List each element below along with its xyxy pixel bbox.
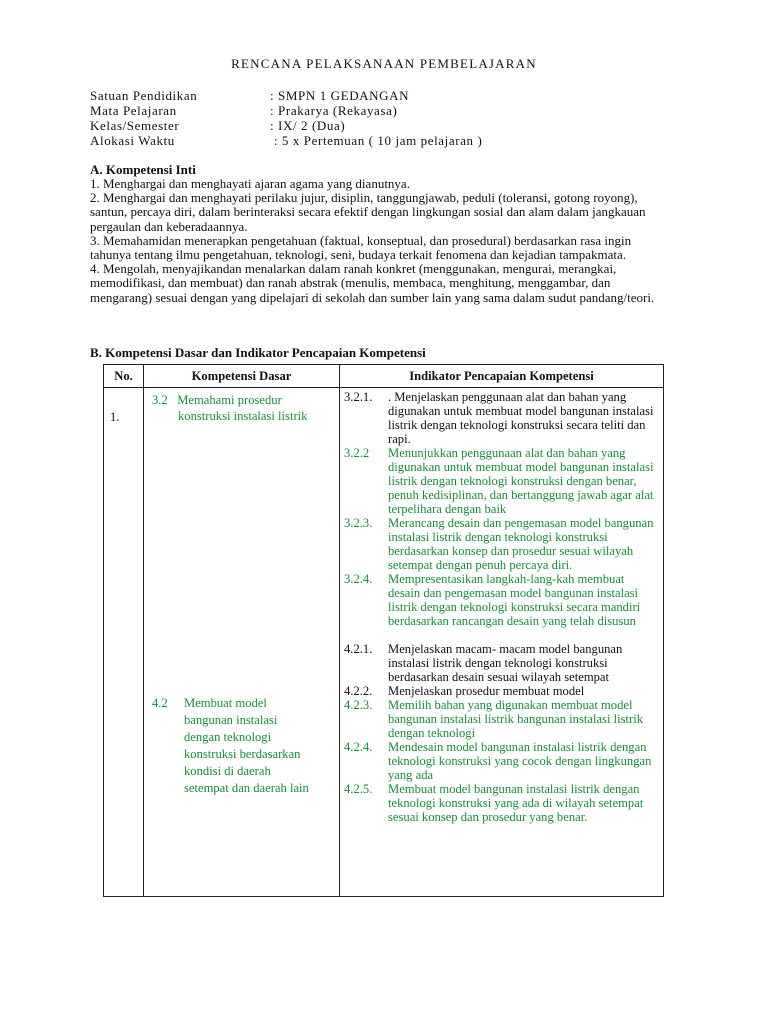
kd-number: 3.2 (152, 393, 168, 407)
ipk-group-3 (340, 388, 663, 628)
indicator-number: 4.2.2. (344, 684, 373, 698)
indicator-text: Membuat model bangunan instalasi listrik dengan teknologi konstruksi yang ada di wilayah setempat sesuai konsep dan prosedur yang benar. (388, 782, 644, 824)
kd-item-4-2 (144, 695, 339, 797)
core-competency-item: 1. Menghargai dan menghayati ajaran agama yang dianutnya. (90, 176, 410, 191)
core-competency-item: 4. Mengolah, menyajikandan menalarkan dalam ranah konkret (menggunakan, mengurai, merangkai, memodifikasi, dan membuat) dan ranah abstrak (menulis, membaca, menghitung, menggambar, dan mengarang) sesuai dengan yang dipelajari di sekolah dan sumber lain yang sama dalam sudut pandang/teori. (90, 261, 655, 305)
indicator-number: 4.2.5. (344, 782, 373, 796)
kd-text: Memahami prosedur (177, 393, 282, 407)
indicator-text: Mempresentasikan langkah-lang-kah membuat desain dan pengemasan model bangunan instalasi listrik dengan teknologi konstruksi secara mandiri berdasarkan rancangan desain yang telah disusun (388, 572, 641, 628)
indicator-4-2-1 (344, 642, 659, 684)
kd-line: setempat dan daerah lain (184, 781, 309, 795)
core-competency-item: 3. Memahamidan menerapkan pengetahuan (faktual, konseptual, dan prosedural) berdasarkan rasa ingin tahunya tentang ilmu pengetahuan, teknologi, seni, budaya terkait fenomena dan kejadian tampakmata. (90, 232, 632, 263)
indicator-number: 4.2.3. (344, 698, 373, 712)
indicator-text: Merancang desain dan pengemasan model bangunan instalasi listrik dengan teknologi konstruksi berdasarkan konsep dan prosedur sesuai wilayah setempat dengan penuh percaya diri. (388, 516, 654, 572)
indicator-4-2-2 (344, 684, 659, 698)
indicator-4-2-3 (344, 698, 659, 740)
kd-line: dengan teknologi (184, 730, 272, 744)
identity-value: : SMPN 1 GEDANGAN (270, 88, 410, 103)
indicator-text: Mendesain model bangunan instalasi listrik dengan teknologi konstruksi yang cocok dengan lingkungan yang ada (388, 740, 652, 782)
kd-line: kondisi di daerah (184, 764, 271, 778)
kd-line: konstruksi berdasarkan (184, 747, 301, 761)
identity-row-time (90, 133, 482, 149)
core-competency-item: 2. Menghargai dan menghayati perilaku jujur, disiplin, tanggungjawab, peduli (toleransi, gotong royong), santun, percaya diri, dalam berinteraksi secara efektif dengan lingkungan sosial dan alam dalam jangkauan pergaulan dan keberadaannya. (90, 190, 646, 234)
identity-row-class (90, 118, 345, 134)
identity-label: Kelas/Semester (90, 118, 180, 133)
col-header-no: No. (104, 365, 144, 388)
kd-line: Membuat model (184, 696, 267, 710)
identity-value: : Prakarya (Rekayasa) (270, 103, 398, 118)
col-header-ipk: Indikator Pencapaian Kompetensi (340, 365, 664, 388)
indicator-3-2-3 (344, 516, 659, 572)
table-row (104, 388, 664, 897)
core-competency-list (90, 177, 670, 305)
table-header-row (104, 365, 664, 388)
identity-row-school (90, 88, 409, 104)
indicator-3-2-4 (344, 572, 659, 628)
kd-cell (144, 388, 340, 897)
indicator-text: . Menjelaskan penggunaan alat dan bahan yang digunakan untuk membuat model bangunan instalasi listrik dengan teknologi konstruksi secara teliti dan rapi. (388, 390, 654, 446)
indicator-number: 3.2.2 (344, 446, 370, 460)
document-title: RENCANA PELAKSANAAN PEMBELAJARAN (231, 56, 537, 71)
indicator-number: 3.2.1. (344, 390, 373, 404)
indicator-text: Menjelaskan macam- macam model bangunan instalasi listrik dengan teknologi konstruksi berdasarkan desain sesuai wilayah setempat (388, 642, 623, 684)
section-b-heading: B. Kompetensi Dasar dan Indikator Pencapaian Kompetensi (90, 345, 426, 360)
row-number: 1. (110, 410, 120, 424)
identity-label: Satuan Pendidikan (90, 88, 198, 103)
kd-item-3-2 (144, 388, 339, 424)
identity-value: : IX/ 2 (Dua) (270, 118, 346, 133)
kd-text-cont: konstruksi instalasi listrik (178, 409, 308, 423)
competency-table (103, 364, 664, 897)
indicator-number: 3.2.4. (344, 572, 373, 586)
row-number-cell (104, 388, 144, 897)
indicator-4-2-4 (344, 740, 659, 782)
identity-label: Alokasi Waktu (90, 133, 175, 148)
ipk-group-4 (340, 628, 663, 824)
indicator-text: Memilih bahan yang digunakan membuat model bangunan instalasi listrik bangunan instalasi listrik dengan teknologi (388, 698, 643, 740)
indicator-4-2-5 (344, 782, 659, 824)
col-header-kd: Kompetensi Dasar (144, 365, 340, 388)
kd-number: 4.2 (152, 696, 168, 710)
indicator-text: Menunjukkan penggunaan alat dan bahan yang digunakan untuk membuat model bangunan instalasi listrik dengan teknologi konstruksi dengan benar, penuh kedisiplinan, dan bertanggung jawab agar alat terpelihara dengan baik (388, 446, 654, 516)
indicator-3-2-1 (344, 390, 659, 446)
indicator-text: Menjelaskan prosedur membuat model (388, 684, 585, 698)
identity-label: Mata Pelajaran (90, 103, 177, 118)
ipk-cell (340, 388, 664, 897)
indicator-3-2-2 (344, 446, 659, 516)
indicator-number: 3.2.3. (344, 516, 373, 530)
kd-line: bangunan instalasi (184, 713, 278, 727)
section-a-heading: A. Kompetensi Inti (90, 162, 196, 177)
indicator-number: 4.2.4. (344, 740, 373, 754)
indicator-number: 4.2.1. (344, 642, 373, 656)
identity-value: : 5 x Pertemuan ( 10 jam pelajaran ) (270, 133, 483, 148)
identity-row-subject (90, 103, 397, 119)
